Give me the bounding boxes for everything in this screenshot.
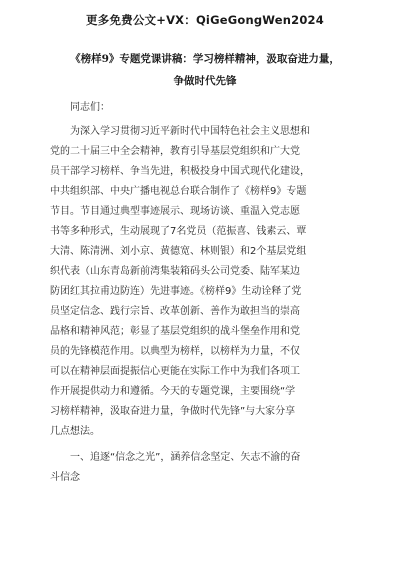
title-line-1: 《榜样9》专题党课讲稿：学习榜样精神，汲取奋进力量， [70,53,340,65]
paragraph-line: 为深入学习贯彻习近平新时代中国特色社会主义思想和 [70,126,310,137]
paragraph-line: 织代表（山东青岛新前湾集装箱码头公司党委、陆军某边 [50,266,300,277]
paragraph-line: 员坚定信念、践行宗旨、改革创新、善作为敢担当的崇高 [50,306,300,317]
paragraph-line: 节目。节目通过典型事迹展示、现场访谈、重温入党志愿 [50,206,300,217]
section-heading-line: 一、追逐“信念之光”，涵养信念坚定、矢志不渝的奋 [70,452,301,463]
section-1-heading [50,448,360,492]
paragraph-line: 员的先锋模范作用。以典型为榜样，以榜样为力量，不仅 [50,346,300,357]
paragraph-line: 作开展提供动力和遵循。今天的专题党课，主要围绕“学 [50,386,296,397]
salutation-block [50,98,360,118]
paragraph-line: 员干部学习榜样、争当先进，积极投身中国式现代化建设， [50,166,310,177]
paragraph-line: 习榜样精神，汲取奋进力量，争做时代先锋”与大家分享 [50,406,296,417]
document-title [40,48,370,92]
paragraph-1 [50,122,360,452]
paragraph-line: 大清、陈清洲、刘小京、黄德宽、林则银）和2个基层党组 [50,246,307,257]
watermark-header: 更多免费公文+VX：QiGeGongWen2024 [86,13,324,27]
paragraph-line: 可以在精神层面提振信心更能在实际工作中为我们各项工 [50,366,300,377]
paragraph-line: 党的二十届三中全会精神，教育引导基层党组织和广大党 [50,146,300,157]
paragraph-line: 品格和精神风范；彰显了基层党组织的战斗堡垒作用和党 [50,326,300,337]
title-line-2: 争做时代先锋 [173,75,237,87]
paragraph-line: 中共组织部、中央广播电视总台联合制作了《榜样9》专题 [50,186,307,197]
section-heading-line: 斗信念 [50,472,80,483]
salutation: 同志们： [70,102,110,113]
paragraph-line: 书等多种形式，生动展现了7名党员（范振喜、钱素云、覃 [50,226,307,237]
paragraph-line: 防团红其拉甫边防连）先进事迹。《榜样9》生动诠释了党 [50,286,302,297]
paragraph-line: 几点想法。 [50,426,100,437]
